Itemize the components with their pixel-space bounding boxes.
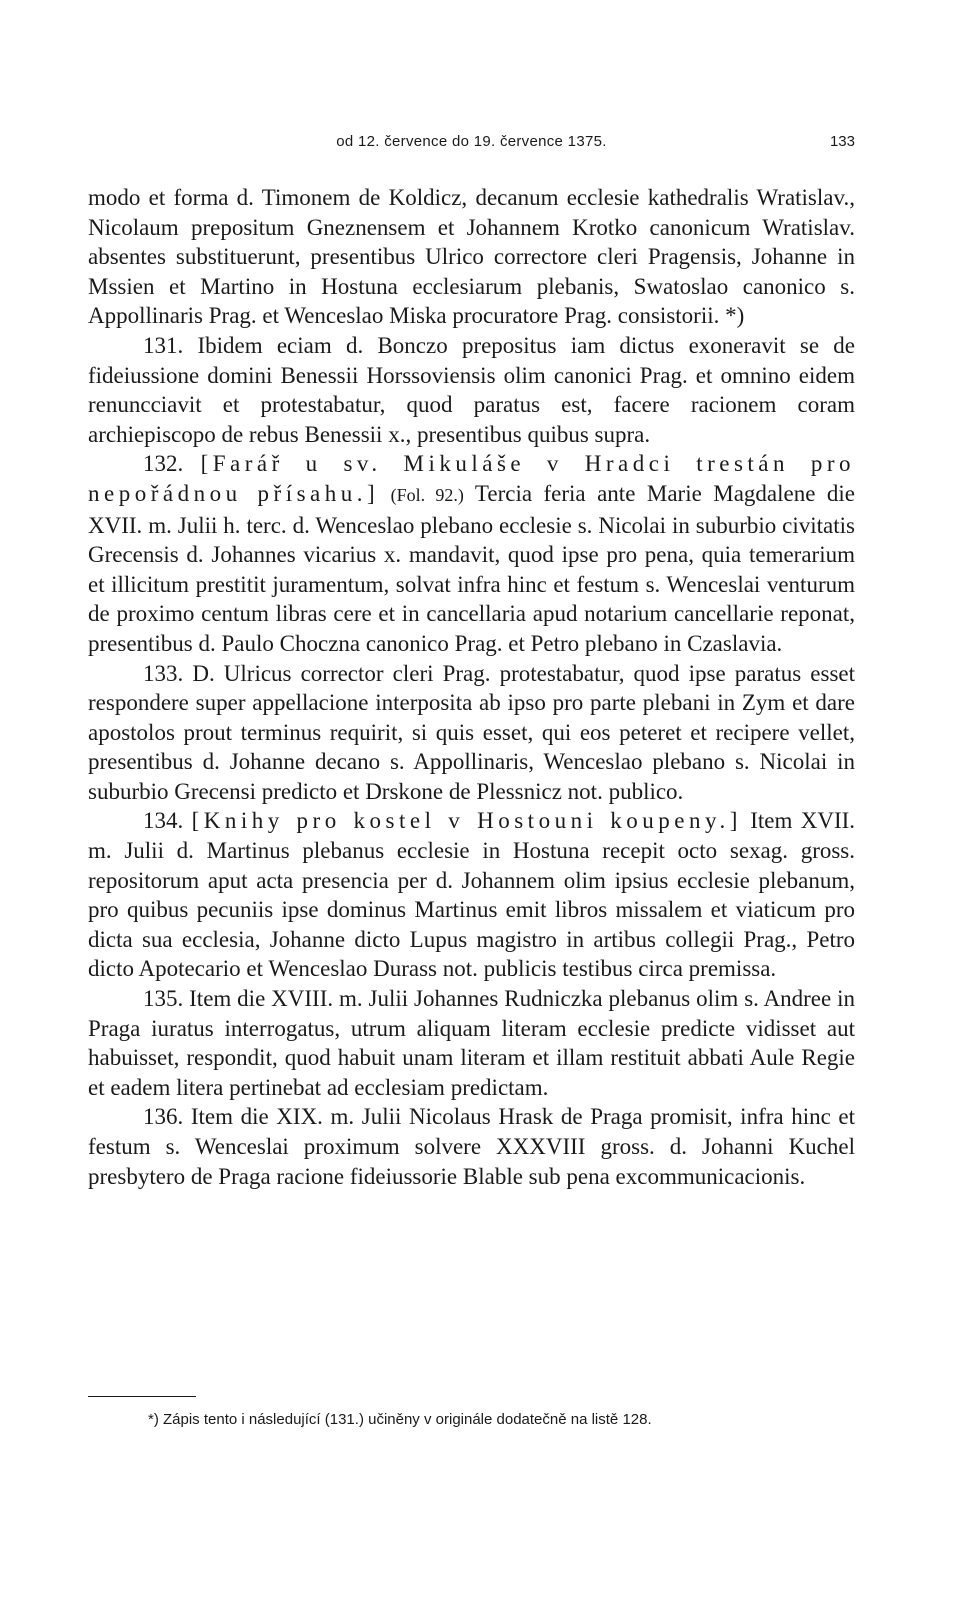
paragraph-136: 136. Item die XIX. m. Julii Nicolaus Hrask de Praga promisit, infra hinc et festum s. Wenceslai proximum solvere XXXVIII gross. d. Johanni Kuchel presbytero de Praga racione fideiussorie Blable sub pena excommunicacionis.: [88, 1104, 855, 1189]
folio-reference: (Fol. 92.): [390, 484, 464, 505]
footnote-divider: [88, 1396, 196, 1397]
paragraph-133: 133. D. Ulricus corrector cleri Prag. protestabatur, quod ipse paratus esset respondere super appellacione interposita ab ipso pro parte plebani in Zym et dare apostolos prout terminus requirit, si quis esset, qui eos peteret et recipere vellet, presentibus d. Johanne decano s. Appollinaris, Wenceslao plebano s. Nicolai in suburbio Grecensi predicto et Drskone de Plessnicz not. publico.: [88, 660, 855, 804]
entry-text: Item XVII. m. Julii d. Martinus plebanus ecclesie in Hostuna recepit octo sexag. gross. repositorum aput acta presencia per d. Johannem olim ipsius ecclesie plebanum, pro quibus pecuniis ipse dominus Martinus emit libros missalem et viaticum pro dicta sua ecclesia, Johanne dicto Lupus magistro in artibus collegii Prag., Petro dicto Apotecario et Wenceslao Durass not. publicis testibus circa premissa.: [88, 808, 856, 982]
footnote: *) Zápis tento i následující (131.) učiněny v originále dodatečně na listě 128.: [148, 1411, 652, 1428]
entry-number: 132.: [143, 451, 184, 477]
paragraph-135: 135. Item die XVIII. m. Julii Johannes Rudniczka plebanus olim s. Andree in Praga iuratus interrogatus, utrum aliquam literam ecclesie predicte vidisset aut habuisset, respondit, quod habuit unam literam et illam restituit abbati Aule Regie et eadem litera pertinebat ad ecclesiam predictam.: [88, 986, 855, 1100]
running-title: od 12. července do 19. července 1375.: [336, 133, 607, 150]
paragraph-130-continuation: modo et forma d. Timonem de Koldicz, decanum ecclesie kathedralis Wratislav., Nicolaum prepositum Gneznensem et Johannem Krotko canonicum Wratislav. absentes substituerunt, presentibus Ulrico correctore cleri Pragensis, Johanne in Mssien et Martino in Hostuna ecclesiarum plebanis, Swatoslao canonico s. Appollinaris Prag. et Wenceslao Miska procuratore Prag. consistorii. *): [88, 185, 855, 329]
running-head: [88, 133, 855, 157]
paragraph-132: [88, 449, 855, 658]
entry-heading: [Knihy pro kostel v Hostouni koupeny.]: [191, 808, 742, 834]
body-text: [88, 183, 855, 1191]
paragraph-131: 131. Ibidem eciam d. Bonczo prepositus iam dictus exoneravit se de fideiussione domini Benessii Horssoviensis olim canonici Prag. et omnino eidem renuncciavit et protestabatur, quod paratus est, facere racionem coram archiepiscopo de rebus Benessii x., presentibus quibus supra.: [88, 332, 855, 447]
entry-heading: [Farář u sv. Mikuláše v Hradci trestán pro nepořádnou přísahu.]: [88, 451, 855, 506]
entry-text: Tercia feria ante Marie Magdalene die XVII. m. Julii h. terc. d. Wenceslao plebano ecclesie s. Nicolai in suburbio civitatis Grecensis d. Johannes vicarius x. mandavit, quod ipse pro pena, quia temerarium et illicitum prestitit juramentum, solvat infra hinc et festum s. Wenceslai venturum de proximo centum libras cere et in cancellaria apud notarium cancellarie reponat, presentibus d. Paulo Choczna canonico Prag. et Petro plebano in Czaslavia.: [88, 480, 855, 656]
page-number: 133: [829, 133, 855, 150]
paragraph-134: [88, 806, 855, 984]
entry-number: 134.: [143, 808, 184, 834]
